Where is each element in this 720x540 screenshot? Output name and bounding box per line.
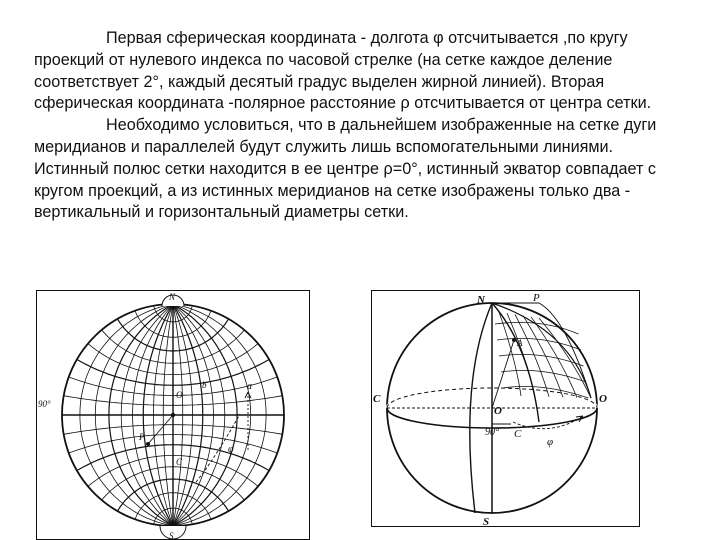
grid-svg [36,290,310,540]
label-west: 90° [38,399,51,409]
label-b: b [202,380,207,390]
point-a [512,338,516,342]
label-s: S [483,516,490,527]
stereographic-grid-figure [36,290,310,540]
label-n: N [477,294,485,306]
label-c-bottom: C [514,428,522,440]
label-o: O [176,390,183,400]
text-block [34,28,670,224]
label-90deg: 90° [485,427,499,438]
label-n: N [169,292,176,302]
label-o-center: O [494,405,502,417]
label-c-left: C [373,393,381,405]
label-s: S [169,531,174,540]
label-o-right: O [599,393,607,405]
label-a: a [247,381,252,392]
label-p: P [139,432,145,442]
label-c: C [176,457,183,467]
sphere-svg [371,290,640,527]
sphere-figure [371,290,640,527]
paragraph-longitude: Первая сферическая координата - долгота φ отсчитывается ,по кругу проекций от нулевого индекса по часовой стрелке (на сетке каждое деление соответствует 2°, каждый десятый градус выделен жирной линией). Вторая сферическая координата -полярное расстояние ρ отсчитывается от центра сетки. [34,29,652,113]
center-point [171,413,175,417]
label-phi: φ [228,444,234,455]
label-a: A [517,338,523,348]
label-phi: φ [547,436,554,448]
paragraph-meridians: Необходимо условиться, что в дальнейшем изображенные на сетке дуги меридианов и параллелей будут служить лишь вспомогательными линиями. Истинный полюс сетки находится в ее центре ρ=0°, истинный экватор совпадает с кругом проекций, а из истинных меридианов на сетке изображены только два - вертикальный и горизонтальный диаметры сетки. [34,116,657,222]
point-p [146,442,150,446]
label-p: P [533,292,540,304]
